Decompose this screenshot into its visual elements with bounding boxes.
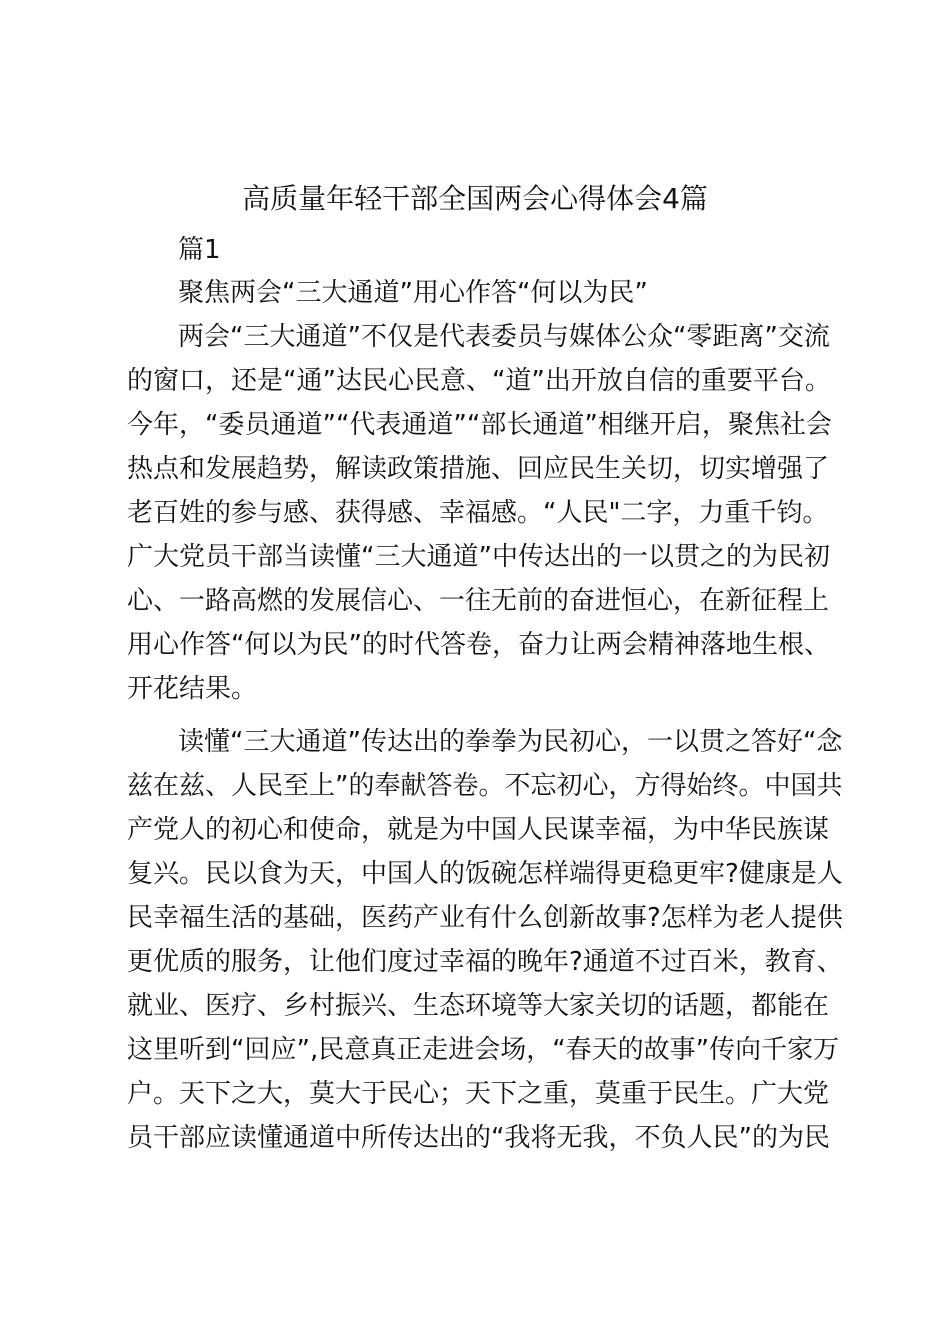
paragraph-1-line-1: 两会“三大通道”不仅是代表委员与媒体公众“零距离”交流: [178, 322, 830, 352]
paragraph-2-line-4: 复兴。民以食为天，中国人的饭碗怎样端得更稳更牢?健康是人: [127, 859, 843, 889]
paragraph-1-line-6: 广大党员干部当读懂“三大通道”中传达出的一以贯之的为民初: [127, 542, 830, 572]
paragraph-1-line-8: 用心作答“何以为民”的时代答卷，奋力让两会精神落地生根、: [127, 630, 830, 660]
paragraph-2-line-9: 户。天下之大，莫大于民心；天下之重，莫重于民生。广大党: [127, 1079, 830, 1109]
paragraph-1-line-3: 今年，“委员通道”“代表通道”“部长通道”相继开启，聚焦社会: [127, 410, 832, 440]
paragraph-2-line-1: 读懂“三大通道”传达出的拳拳为民初心，一以贯之答好“念: [178, 727, 843, 757]
paragraph-1-line-2: 的窗口，还是“通”达民心民意、“道”出开放自信的重要平台。: [127, 366, 831, 396]
section-subtitle: 聚焦两会“三大通道”用心作答“何以为民”: [178, 278, 648, 308]
paragraph-2-line-8: 这里听到“回应”,民意真正走进会场，“春天的故事”传向千家万: [127, 1035, 840, 1065]
paragraph-1-line-5: 老百姓的参与感、获得感、幸福感。“人民"二字，力重千钧。: [127, 498, 829, 528]
paragraph-1-line-4: 热点和发展趋势，解读政策措施、回应民生关切，切实增强了: [127, 454, 830, 484]
paragraph-2-line-7: 就业、医疗、乡村振兴、生态环境等大家关切的话题，都能在: [127, 991, 830, 1021]
document-title: 高质量年轻干部全国两会心得体会4篇: [242, 182, 708, 215]
paragraph-2-line-2: 兹在兹、人民至上”的奉献答卷。不忘初心，方得始终。中国共: [127, 771, 843, 801]
paragraph-1-line-9: 开花结果。: [127, 674, 258, 704]
section-label: 篇1: [178, 235, 221, 265]
paragraph-2-line-3: 产党人的初心和使命，就是为中国人民谋幸福，为中华民族谋: [127, 815, 830, 845]
paragraph-2-line-6: 更优质的服务，让他们度过幸福的晚年?通道不过百米，教育、: [127, 947, 843, 977]
paragraph-2-line-10: 员干部应读懂通道中所传达出的“我将无我，不负人民”的为民: [127, 1123, 830, 1153]
paragraph-2-line-5: 民幸福生活的基础，医药产业有什么创新故事?怎样为老人提供: [127, 903, 843, 933]
paragraph-1-line-7: 心、一路高燃的发展信心、一往无前的奋进恒心，在新征程上: [127, 586, 830, 616]
